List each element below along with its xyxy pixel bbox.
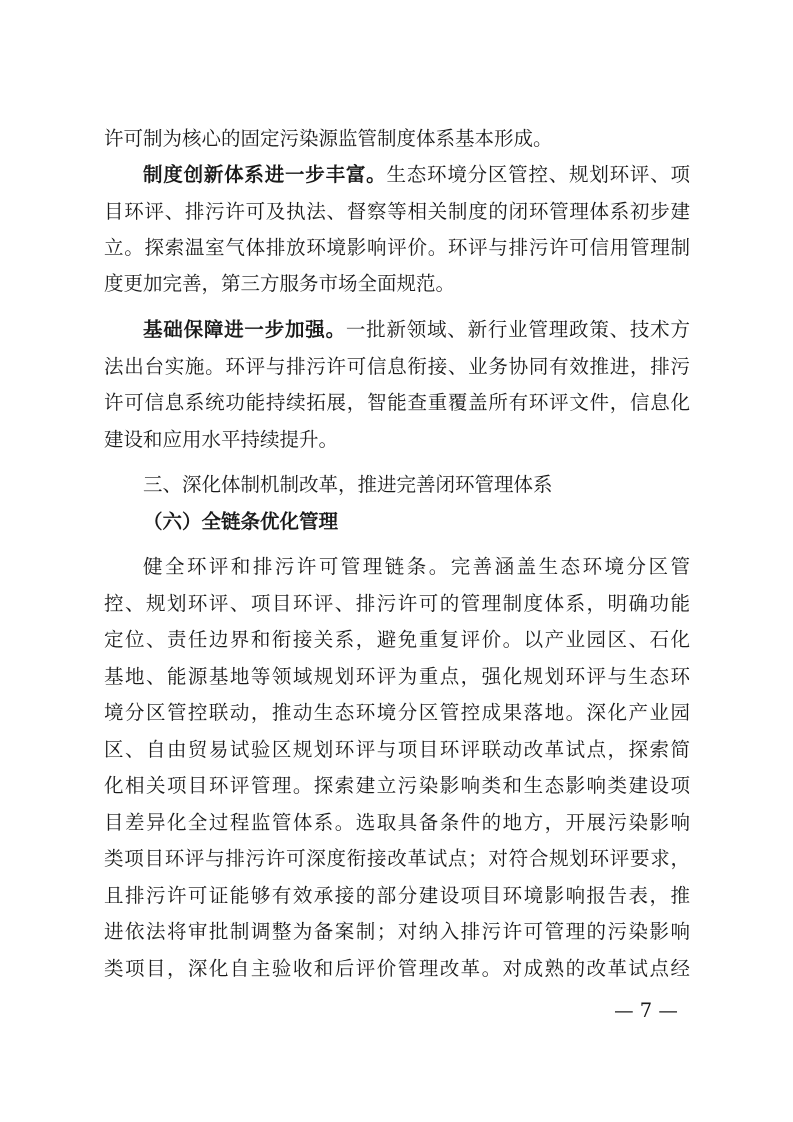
paragraph-line: 许可信息系统功能持续拓展，智能查重覆盖所有环评文件，信息化 bbox=[104, 391, 690, 414]
paragraph-line: 定位、责任边界和衔接关系，避免重复评价。以产业园区、石化 bbox=[104, 628, 690, 651]
paragraph-line: 建设和应用水平持续提升。 bbox=[104, 428, 339, 451]
page-number: — 7 — bbox=[614, 999, 678, 1022]
paragraph-line: 法出台实施。环评与排污许可信息衔接、业务协同有效推进，排污 bbox=[104, 355, 690, 378]
paragraph-line: 基础保障进一步加强。一批新领域、新行业管理政策、技术方 bbox=[143, 318, 690, 341]
paragraph-line: 类项目，深化自主验收和后评价管理改革。对成熟的改革试点经 bbox=[104, 957, 690, 980]
paragraph-line: 目环评、排污许可及执法、督察等相关制度的闭环管理体系初步建 bbox=[104, 200, 690, 223]
paragraph-line: 度更加完善，第三方服务市场全面规范。 bbox=[104, 272, 456, 295]
paragraph-line: 境分区管控联动，推动生态环境分区管控成果落地。深化产业园 bbox=[104, 701, 690, 724]
paragraph-lead-bold: 制度创新体系进一步丰富。 bbox=[143, 163, 387, 186]
paragraph-line: 区、自由贸易试验区规划环评与项目环评联动改革试点，探索简 bbox=[104, 738, 690, 761]
paragraph-line: 化相关项目环评管理。探索建立污染影响类和生态影响类建设项 bbox=[104, 774, 690, 797]
paragraph-line: 制度创新体系进一步丰富。生态环境分区管控、规划环评、项 bbox=[143, 163, 690, 186]
paragraph-lead-bold: 基础保障进一步加强。 bbox=[143, 318, 346, 341]
paragraph-line: 立。探索温室气体排放环境影响评价。环评与排污许可信用管理制 bbox=[104, 236, 690, 259]
paragraph-line: 进依法将审批制调整为备案制；对纳入排污许可管理的污染影响 bbox=[104, 920, 690, 943]
section-heading: 三、深化体制机制改革，推进完善闭环管理体系 bbox=[143, 473, 553, 496]
paragraph-line bbox=[104, 966, 690, 996]
paragraph-line: 基地、能源基地等领域规划环评为重点，强化规划环评与生态环 bbox=[104, 665, 690, 688]
paragraph-line: 目差异化全过程监管体系。选取具备条件的地方，开展污染影响 bbox=[104, 811, 690, 834]
paragraph-line: 健全环评和排污许可管理链条。完善涵盖生态环境分区管 bbox=[143, 555, 690, 578]
paragraph-line: 许可制为核心的固定污染源监管制度体系基本形成。 bbox=[104, 127, 553, 150]
subsection-heading: （六）全链条优化管理 bbox=[143, 510, 339, 533]
paragraph-line: 且排污许可证能够有效承接的部分建设项目环境影响报告表，推 bbox=[104, 884, 690, 907]
paragraph-line: 控、规划环评、项目环评、排污许可的管理制度体系，明确功能 bbox=[104, 592, 690, 615]
paragraph-line: 类项目环评与排污许可深度衔接改革试点；对符合规划环评要求， bbox=[104, 847, 690, 870]
